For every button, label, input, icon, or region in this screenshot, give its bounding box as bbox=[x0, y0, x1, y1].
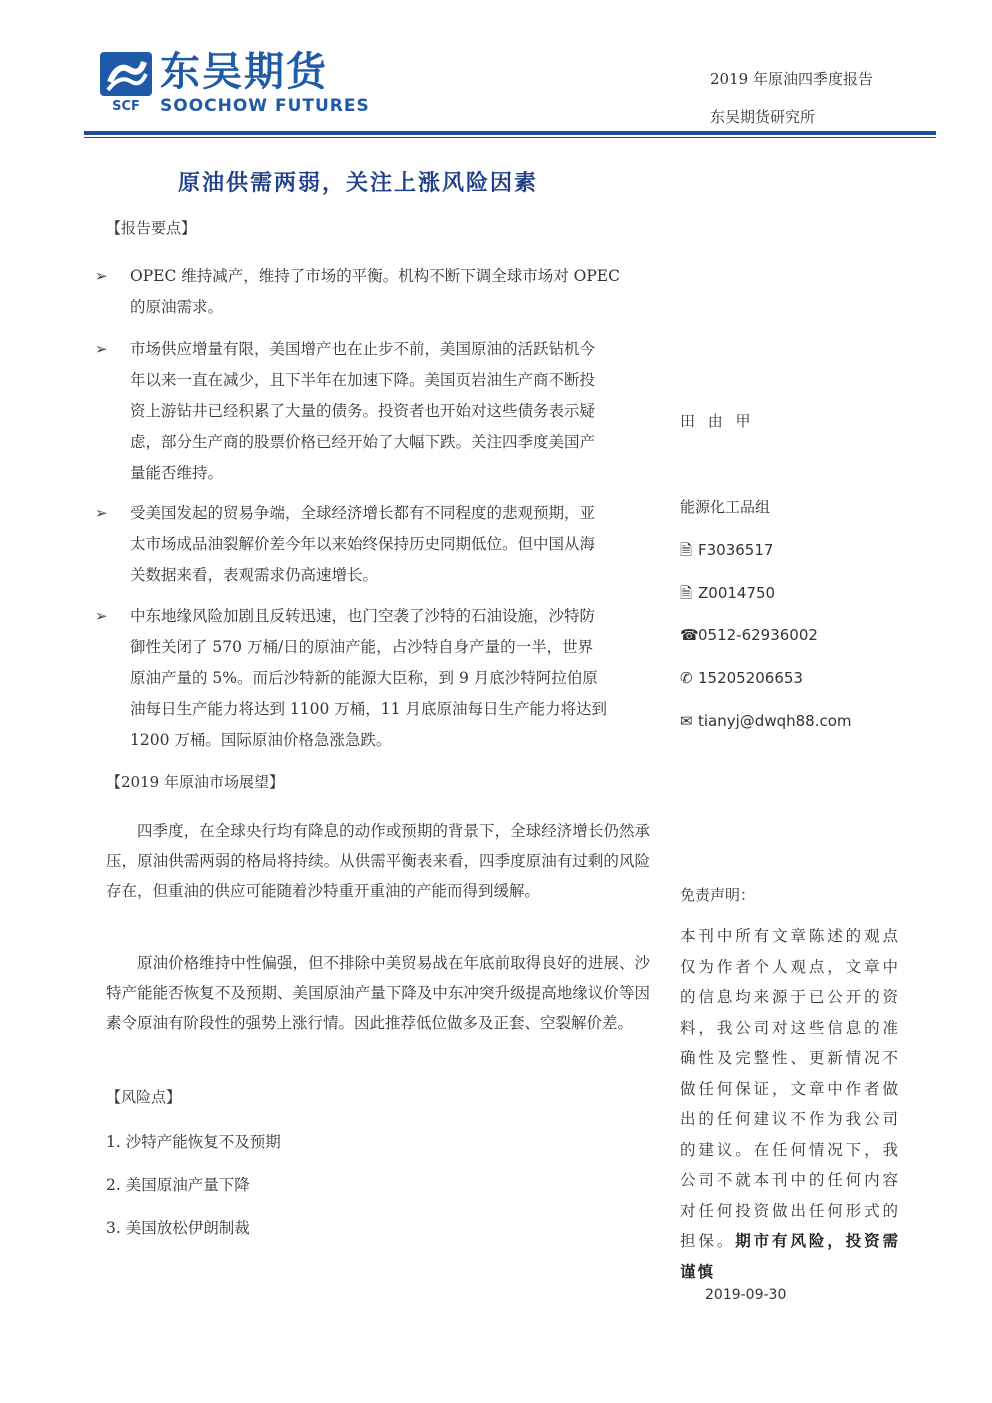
bullet-arrow-icon: ➢ bbox=[95, 340, 108, 358]
report-date: 2019-09-30 bbox=[705, 1287, 787, 1303]
company-logo-mark bbox=[100, 52, 152, 112]
bullet-arrow-icon: ➢ bbox=[95, 607, 108, 625]
bullet-arrow-icon: ➢ bbox=[95, 267, 108, 285]
company-name-en: SOOCHOW FUTURES bbox=[160, 96, 370, 116]
risk-heading: 【风险点】 bbox=[106, 1088, 182, 1106]
report-title: 原油供需两弱，关注上涨风险因素 bbox=[178, 170, 539, 196]
outlook-paragraph: 四季度，在全球央行均有降息的动作或预期的背景下，全球经济增长仍然承压，原油供需两弱的格局将持续。从供需平衡表来看，四季度原油有过剩的风险存在，但重油的供应可能随着沙特重开重油的产能而得到缓解。 bbox=[106, 822, 650, 900]
email-row[interactable] bbox=[680, 712, 852, 730]
summary-point-text: 市场供应增量有限，美国增产也在止步不前，美国原油的活跃钻机今 年以来一直在减少，且下半年在加速下降。美国页岩油生产商不断投 资上游钻井已经积累了大量的债务。投资者也开始对这些债务表示疑 虑，部分生产商的股票价格已经开始了大幅下跌。关注四季度美国产 量能否维持。 bbox=[130, 340, 596, 482]
envelope-icon: ✉ bbox=[680, 712, 693, 730]
disclaimer-text: 本刊中所有文章陈述的观点仅为作者个人观点，文章中的信息均来源于已公开的资料，我公司对这些信息的准确性及完整性、更新情况不做任何保证，文章中作者做出的任何建议不作为我公司的建议。在任何情况下，我公司不就本刊中的任何内容对任何投资做出任何形式的担保。期市有风险，投资需谨慎 bbox=[680, 927, 900, 1281]
outlook-paragraph: 原油价格维持中性偏强，但不排除中美贸易战在年底前取得良好的进展、沙特产能能否恢复不及预期、美国原油产量下降及中东冲突升级提高地缘议价等因素令原油有阶段性的强势上涨行情。因此推荐低位做多及正套、空裂解价差。 bbox=[106, 954, 650, 1032]
summary-point-text: 受美国发起的贸易争端，全球经济增长都有不同程度的悲观预期，亚 太市场成品油裂解价差今年以来始终保持历史同期低位。但中国从海 关数据来看，表观需求仍高速增长。 bbox=[130, 504, 596, 584]
license-row: 🗎 Z0014750 bbox=[680, 583, 775, 608]
email-link[interactable]: tianyj@dwqh88.com bbox=[698, 712, 852, 730]
risk-item: 2. 美国原油产量下降 bbox=[106, 1176, 250, 1194]
mobile-row: ✆ 15205206653 bbox=[680, 669, 803, 687]
disclaimer-heading: 免责声明： bbox=[680, 886, 756, 904]
company-name-cn: 东吴期货 bbox=[160, 49, 328, 95]
telephone-icon: ☎ bbox=[680, 626, 699, 644]
summary-point-text: OPEC 维持减产，维持了市场的平衡。机构不断下调全球市场对 OPEC 的原油需求。 bbox=[130, 267, 620, 316]
document-icon: 🗎 bbox=[680, 541, 693, 559]
summary-point-text: 中东地缘风险加剧且反转迅速，也门空袭了沙特的石油设施，沙特防 御性关闭了 570 万桶/日的原油产能，占沙特自身产量的一半，世界 原油产量的 5%。而后沙特新的能源大臣称，到 9 月底沙特阿拉伯原 油每日生产能力将达到 1100 万桶，11 月底原油每日生产能力将达到 1200 万桶。国际原油价格急涨急跌。 bbox=[130, 607, 607, 749]
analyst-group: 能源化工品组 bbox=[680, 498, 771, 516]
institute-name: 东吴期货研究所 bbox=[710, 108, 816, 126]
report-name: 2019 年原油四季度报告 bbox=[710, 70, 873, 88]
risk-item: 1. 沙特产能恢复不及预期 bbox=[106, 1133, 281, 1151]
svg-text:SCF: SCF bbox=[112, 99, 140, 112]
risk-item: 3. 美国放松伊朗制裁 bbox=[106, 1219, 250, 1237]
license-row: 🗎 F3036517 bbox=[680, 540, 773, 565]
document-icon: 🗎 bbox=[680, 584, 693, 602]
outlook-heading: 【2019 年原油市场展望】 bbox=[106, 773, 284, 791]
bullet-arrow-icon: ➢ bbox=[95, 504, 108, 522]
summary-heading: 【报告要点】 bbox=[106, 219, 197, 237]
mobile-icon: ✆ bbox=[680, 669, 693, 687]
risk-warning: 期市有风险，投资需谨慎 bbox=[680, 1231, 900, 1281]
header-rule-thin bbox=[84, 137, 936, 138]
phone-row: ☎0512-62936002 bbox=[680, 626, 818, 644]
analyst-name: 田 由 甲 bbox=[680, 412, 755, 430]
header-rule bbox=[84, 131, 936, 135]
